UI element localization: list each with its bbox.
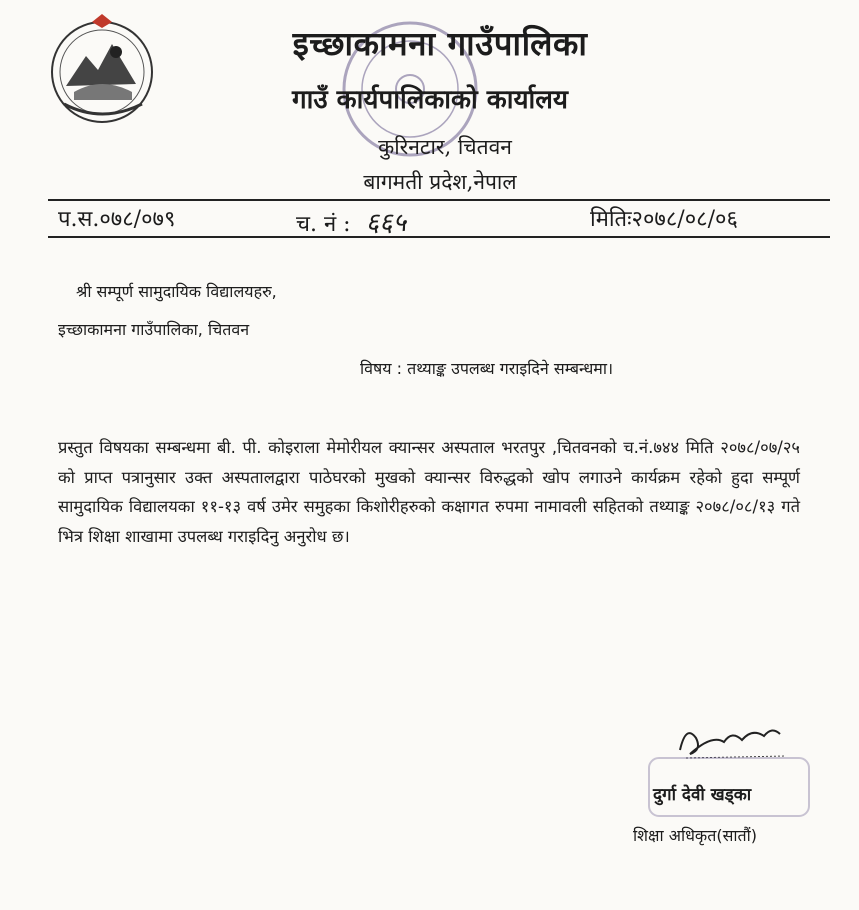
letterhead-office: गाउँ कार्यपालिकाको कार्यालय bbox=[292, 85, 568, 115]
signatory-name: दुर्गा देवी खड्का bbox=[653, 785, 752, 805]
letterhead-place: कुरिनटार, चितवन bbox=[378, 135, 512, 159]
recipient-line-2: इच्छाकामना गाउँपालिका, चितवन bbox=[58, 320, 250, 339]
letter-date bbox=[590, 203, 738, 233]
bottom-rule bbox=[48, 236, 830, 238]
cn-number bbox=[296, 203, 406, 239]
letterhead-province: बागमती प्रदेश,नेपाल bbox=[363, 170, 517, 194]
letterhead-municipality: इच्छाकामना गाउँपालिका bbox=[292, 24, 588, 63]
date-label: मितिः bbox=[590, 207, 632, 232]
ps-number bbox=[58, 203, 175, 233]
top-rule bbox=[48, 199, 830, 201]
signatory-designation: शिक्षा अधिकृत(सातौं) bbox=[633, 826, 758, 845]
cn-label: च. नं : bbox=[296, 212, 351, 237]
date-value: २०७८/०८/०६ bbox=[631, 207, 738, 232]
subject-line bbox=[360, 357, 613, 379]
recipient-line-1: श्री सम्पूर्ण सामुदायिक विद्यालयहरु, bbox=[76, 282, 277, 301]
cn-value: ६६५ bbox=[365, 208, 407, 238]
subject-text: तथ्याङ्क उपलब्ध गराइदिने सम्बन्धमा। bbox=[407, 359, 614, 378]
letter-body: प्रस्तुत विषयका सम्बन्धमा बी. पी. कोइराला मेमोरीयल क्यान्सर अस्पताल भरतपुर ,चितवनको च.नं.७४४ मिति २०७८/०७/२५ को प्राप्त पत्रानुसार उक्त अस्पतालद्वारा पाठेघरको मुखको क्यान्सर विरुद्धको खोप लगाउने कार्यक्रम रहेको हुदा सम्पूर्ण सामुदायिक विद्यालयका ११-१३ वर्ष उमेर समुहका किशोरीहरुको कक्षागत रुपमा नामावली सहितको तथ्याङ्क २०७८/०८/१३ गते भित्र शिक्षा शाखामा उपलब्ध गराइदिनु अनुरोध छ। bbox=[58, 438, 800, 546]
ps-label: प.स. bbox=[58, 207, 100, 232]
subject-label: विषय : bbox=[360, 359, 403, 378]
nepal-emblem-icon bbox=[46, 14, 158, 126]
ps-value: ०७८/०७९ bbox=[99, 207, 176, 232]
